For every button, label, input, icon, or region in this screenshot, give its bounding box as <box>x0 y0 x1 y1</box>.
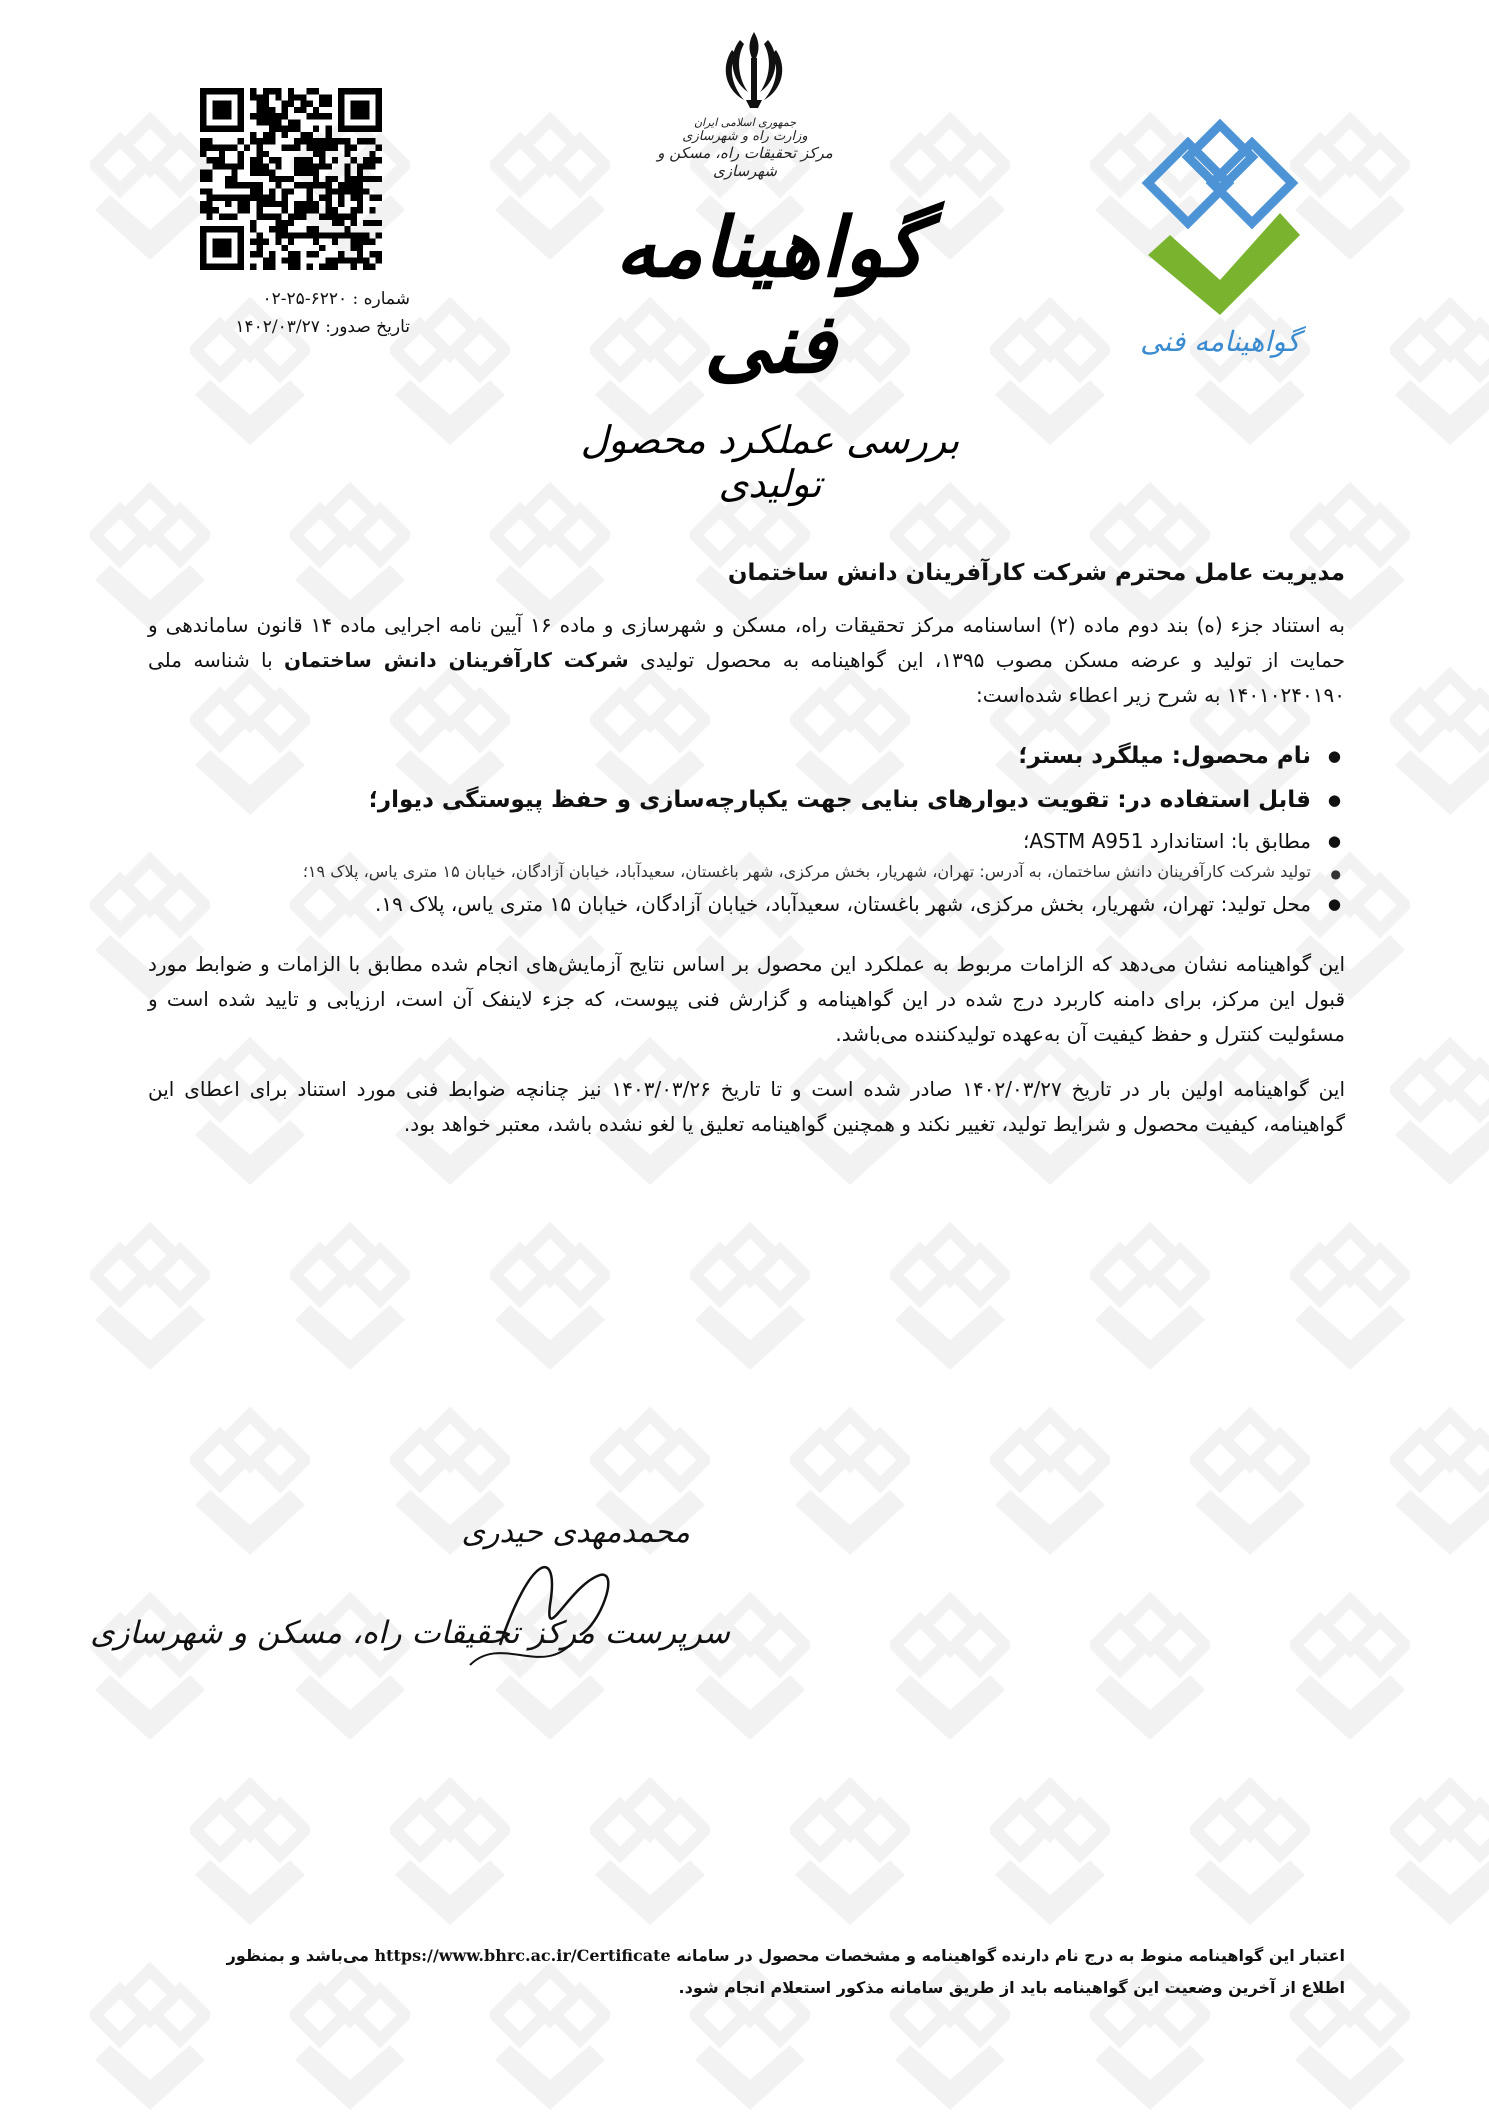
certificate-number <box>180 285 410 313</box>
issue-date <box>180 313 410 341</box>
number-label: شماره : <box>352 289 410 309</box>
bullet-usage: ● قابل استفاده در: تقویت دیوارهای بنایی جهت یکپارچه‌سازی و حفظ پیوستگی دیوار؛ <box>148 781 1341 819</box>
number-value: ۶۲۲۰-۲۵-۰۲ <box>262 289 348 309</box>
signatory-name: محمدمهدی حیدری <box>461 1515 690 1550</box>
footer-line-1 <box>148 1940 1345 1972</box>
page-title: گواهینامه فنی <box>615 200 925 392</box>
letter-body <box>148 560 1345 1162</box>
intro-paragraph <box>148 608 1345 713</box>
certificate-url-link[interactable]: https://www.bhrc.ac.ir/Certificate <box>374 1946 671 1965</box>
intro-text-1: به استناد جزء (ه) بند دوم ماده (۲) اساسنامه مرکز تحقیقات راه، مسکن و شهرسازی و ماده ۱۶ آیین نامه اجرایی ماده ۱۴ قانون ساماندهی و حمایت از تولید و عرضه مسکن مصوب ۱۳۹۵، این گواهینامه به محصول تولیدی <box>148 613 1346 672</box>
ministry-line-3: مرکز تحقیقات راه، مسکن و شهرسازی <box>657 144 833 180</box>
qr-code <box>200 88 382 270</box>
technical-certificate-logo <box>1130 115 1310 320</box>
validity-paragraph: این گواهینامه اولین بار در تاریخ ۱۴۰۲/۰۳/۲۷ صادر شده است و تا تاریخ ۱۴۰۳/۰۳/۲۶ نیز چنانچه ضوابط فنی مورد استناد برای اعطای این گواهینامه، کیفیت محصول و شرایط تولید، تغییر نکند و همچنین گواهینامه تعلیق یا لغو نشده باشد، معتبر خواهد بود. <box>148 1077 1345 1136</box>
intro-company: شرکت کارآفرینان دانش ساختمان <box>284 648 629 672</box>
bullet-production-place: ● محل تولید: تهران، شهریار، بخش مرکزی، شهر باغستان، سعیدآباد، خیابان آزادگان، خیابان ۱۵ متری یاس، پلاک ۱۹. <box>148 887 1341 921</box>
product-details-list <box>148 737 1345 921</box>
addressee: مدیریت عامل محترم شرکت کارآفرینان دانش ساختمان <box>727 560 1345 586</box>
footer-line-2: اطلاع از آخرین وضعیت این گواهینامه باید از طریق سامانه مذکور استعلام انجام شود. <box>678 1978 1345 1997</box>
ministry-line-1: جمهوری اسلامی ایران <box>693 116 797 129</box>
validation-paragraph: این گواهینامه نشان می‌دهد که الزامات مربوط به عملکرد این محصول بر اساس نتایج آزمایش‌های انجام شده مطابق با الزامات و ضوابط مورد قبول این مرکز، برای دامنه کاربرد درج شده در این گواهینامه و گزارش فنی پیوست، که جزء لاینفک آن است، ارزیابی و تایید شده است و مسئولیت کنترل و حفظ کیفیت آن به‌عهده تولیدکننده می‌باشد. <box>148 952 1345 1046</box>
footer-text-1: اعتبار این گواهینامه منوط به درج نام دارنده گواهینامه و مشخصات محصول در سامانه <box>676 1946 1345 1965</box>
intro-text-2: با شناسه ملی ۱۴۰۱۰۲۴۰۱۹۰ به شرح زیر اعطاء شده‌است: <box>148 648 1345 707</box>
iran-emblem-icon <box>718 28 790 110</box>
footer-text-2: می‌باشد و بمنظور <box>226 1946 369 1965</box>
logo-caption: گواهینامه فنی <box>1140 325 1300 358</box>
signature-block <box>90 1515 730 1725</box>
bullet-product-name: ● نام محصول: میلگرد بستر؛ <box>148 737 1341 775</box>
signatory-position: سرپرست مرکز تحقیقات راه، مسکن و شهرسازی <box>90 1615 730 1651</box>
footer-note <box>148 1940 1345 2004</box>
date-value: ۱۴۰۲/۰۳/۲۷ <box>235 317 320 337</box>
page-subtitle: بررسی عملکرد محصول تولیدی <box>580 418 960 506</box>
bullet-standard: ● مطابق با: استاندارد ASTM A951؛ <box>148 825 1341 857</box>
certificate-meta <box>180 285 410 341</box>
bullet-producer: ● تولید شرکت کارآفرینان دانش ساختمان، به آدرس: تهران، شهریار، بخش مرکزی، شهر باغستان، سعیدآباد، خیابان آزادگان، خیابان ۱۵ متری یاس، پلاک ۱۹؛ <box>148 857 1341 887</box>
date-label: تاریخ صدور: <box>325 317 410 337</box>
ministry-header <box>640 116 850 180</box>
ministry-line-2: وزارت راه و شهرسازی <box>682 129 808 144</box>
